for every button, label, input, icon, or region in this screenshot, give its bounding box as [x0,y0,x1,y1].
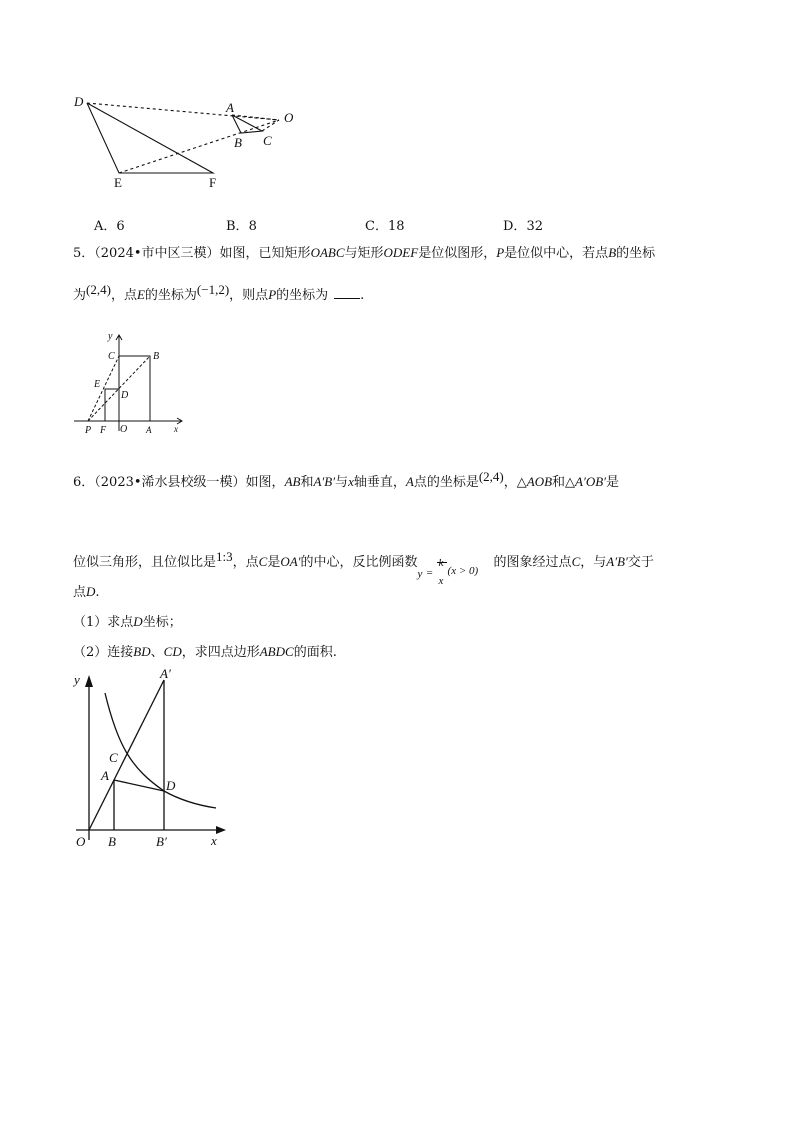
option-d-letter: D． [503,219,527,234]
option-c[interactable] [365,215,405,234]
fig2-label-b: B [153,351,160,362]
q6-text: ，△ [503,475,527,490]
q5-oabc: OABC [310,245,345,260]
figure-rectangles-coordinate [70,325,195,440]
func-k: k [438,556,444,569]
q5-text: ，则点 [229,288,269,303]
q6-ab: AB [284,474,301,489]
fig2-label-y: y [108,331,113,342]
question-6-line-1 [73,469,733,493]
q5-text: 是位似中心，若点 [504,246,609,261]
q5-text: 如图，已知矩形 [219,246,311,261]
option-d-value: 32 [526,219,543,234]
sub2-text: 、 [150,645,164,660]
q6-text: ，点 [232,555,259,570]
q6-apbp: A′B′ [313,474,336,489]
fig2-label-o: O [120,424,128,435]
option-a-value: 6 [116,219,125,234]
label-a: A [226,100,234,115]
label-e: E [114,175,122,190]
option-b-value: 8 [248,219,257,234]
label-d: D [74,94,84,109]
q5-p2: P [268,287,277,302]
dashed-c-o [262,120,279,131]
sub2-abdc: ABDC [259,644,294,659]
q6-text: 点的坐标是 [413,475,479,490]
option-b-letter: B． [226,219,249,234]
fig2-label-x: x [174,424,178,434]
q6-aob: AOB [526,474,553,489]
fig2-label-a: A [146,425,152,435]
fig3-y-arrow [85,675,93,687]
question-5-line-2 [73,282,733,306]
option-a[interactable] [94,215,125,234]
fig3-label-d: D [166,778,176,793]
fig2-label-p: P [85,425,92,436]
label-f: F [209,175,217,190]
q6-text: 和 [300,475,314,490]
q6-text: 是 [606,475,620,490]
q5-coord-e: (−1,2) [196,282,230,297]
option-d[interactable] [503,215,543,234]
fig3-label-a: A [101,768,109,783]
q5-coord-b: (2,4) [86,282,111,297]
q6-a: A [405,474,414,489]
label-b: B [234,135,242,150]
q6-text: . [95,585,100,600]
figure-homothety-triangles [60,90,310,190]
q5-source: （2024•市中区三模） [94,246,220,261]
sub1-text: 求点 [107,615,134,630]
q5-text: 的坐标为 [144,288,197,303]
sub2-text: 连接 [107,645,134,660]
sub2-text: ，求四点边形 [181,645,260,660]
fig1-shapes [87,103,279,173]
q6-text: 如图， [245,475,285,490]
label-c: C [263,133,272,148]
q6-text: 的中心，反比例函数 [300,555,418,570]
option-a-letter: A． [94,219,117,234]
q6-x: x [348,474,354,489]
q5-text: 是位似图形， [418,246,497,261]
q6-function-formula [417,546,494,587]
q6-apobp: A′OB′ [575,474,606,489]
q5-odef: ODEF [383,245,419,260]
q6-number: 6． [73,475,95,490]
q6-coord-a: (2,4) [478,469,504,484]
q5-text: ，点 [110,288,137,303]
q6-text: 的图象经过点 [493,555,572,570]
fig2-label-f: F [100,425,107,436]
fig3-label-b: B [108,834,116,849]
option-b[interactable] [226,215,257,234]
q5-text: . [360,288,365,303]
sub2-text: 的面积. [293,645,337,660]
q5-number: 5． [73,246,95,261]
option-c-value: 18 [387,219,405,234]
fig3-label-bp: B′ [156,834,167,849]
q6-text: 轴垂直， [353,475,406,490]
func-fraction-bar [437,562,447,563]
rect-odef [105,389,119,421]
sub1-number: （1） [73,615,108,630]
q6-apbp2: A′B′ [606,554,628,569]
q5-e: E [136,287,145,302]
q6-ratio: 1:3 [216,549,233,564]
option-c-letter: C． [365,219,388,234]
q5-text: 与矩形 [344,246,384,261]
q5-p: P [496,245,505,260]
figure-inverse-function [68,665,238,855]
question-6-sub-1 [73,612,733,633]
segment-o-ap [89,680,164,830]
question-6-line-2 [73,545,733,587]
fig2-label-e: E [94,379,101,390]
q6-text: 位似三角形，且位似比是 [73,555,217,570]
q5-text: 的坐标为 [276,288,329,303]
label-o: O [284,110,294,125]
q6-text: 交于 [627,555,654,570]
q5-answer-blank[interactable] [334,286,360,299]
fig2-label-c: C [108,351,115,362]
sub2-cd: CD [163,644,182,659]
fig3-label-o: O [76,834,86,849]
q6-d: D [86,584,96,599]
q5-text: 为 [73,288,87,303]
q6-text: 与 [335,475,349,490]
func-eq: = [426,566,433,579]
func-condition: (x > 0) [447,564,479,577]
q5-text: 的坐标 [616,246,656,261]
q6-text: 和△ [552,475,576,490]
func-y: y [417,567,423,580]
q6-text: 是 [267,555,281,570]
fig3-x-arrow [216,826,226,834]
sub2-number: （2） [73,645,108,660]
sub2-bd: BD [133,644,151,659]
rect-oabc [119,356,150,421]
fig3-label-x: x [211,833,217,848]
question-6-sub-2 [73,642,733,663]
q6-text: 点 [73,585,87,600]
fig2-label-d: D [121,390,129,401]
sub1-text: 坐标； [142,615,182,630]
q6-c2: C [571,554,581,569]
question-6-line-3 [73,582,733,603]
fig3-label-ap: A′ [160,666,171,681]
sub1-d: D [133,614,143,629]
q6-text: ，与 [580,555,607,570]
q6-source: （2023•浠水县校级一模） [94,475,246,490]
question-5-line-1 [73,243,733,264]
q6-oap: OA′ [280,554,301,569]
fig3-label-c: C [109,750,118,765]
q5-b: B [608,245,617,260]
fig3-label-y: y [74,672,80,687]
func-x: x [438,574,444,587]
q6-c: C [258,554,268,569]
